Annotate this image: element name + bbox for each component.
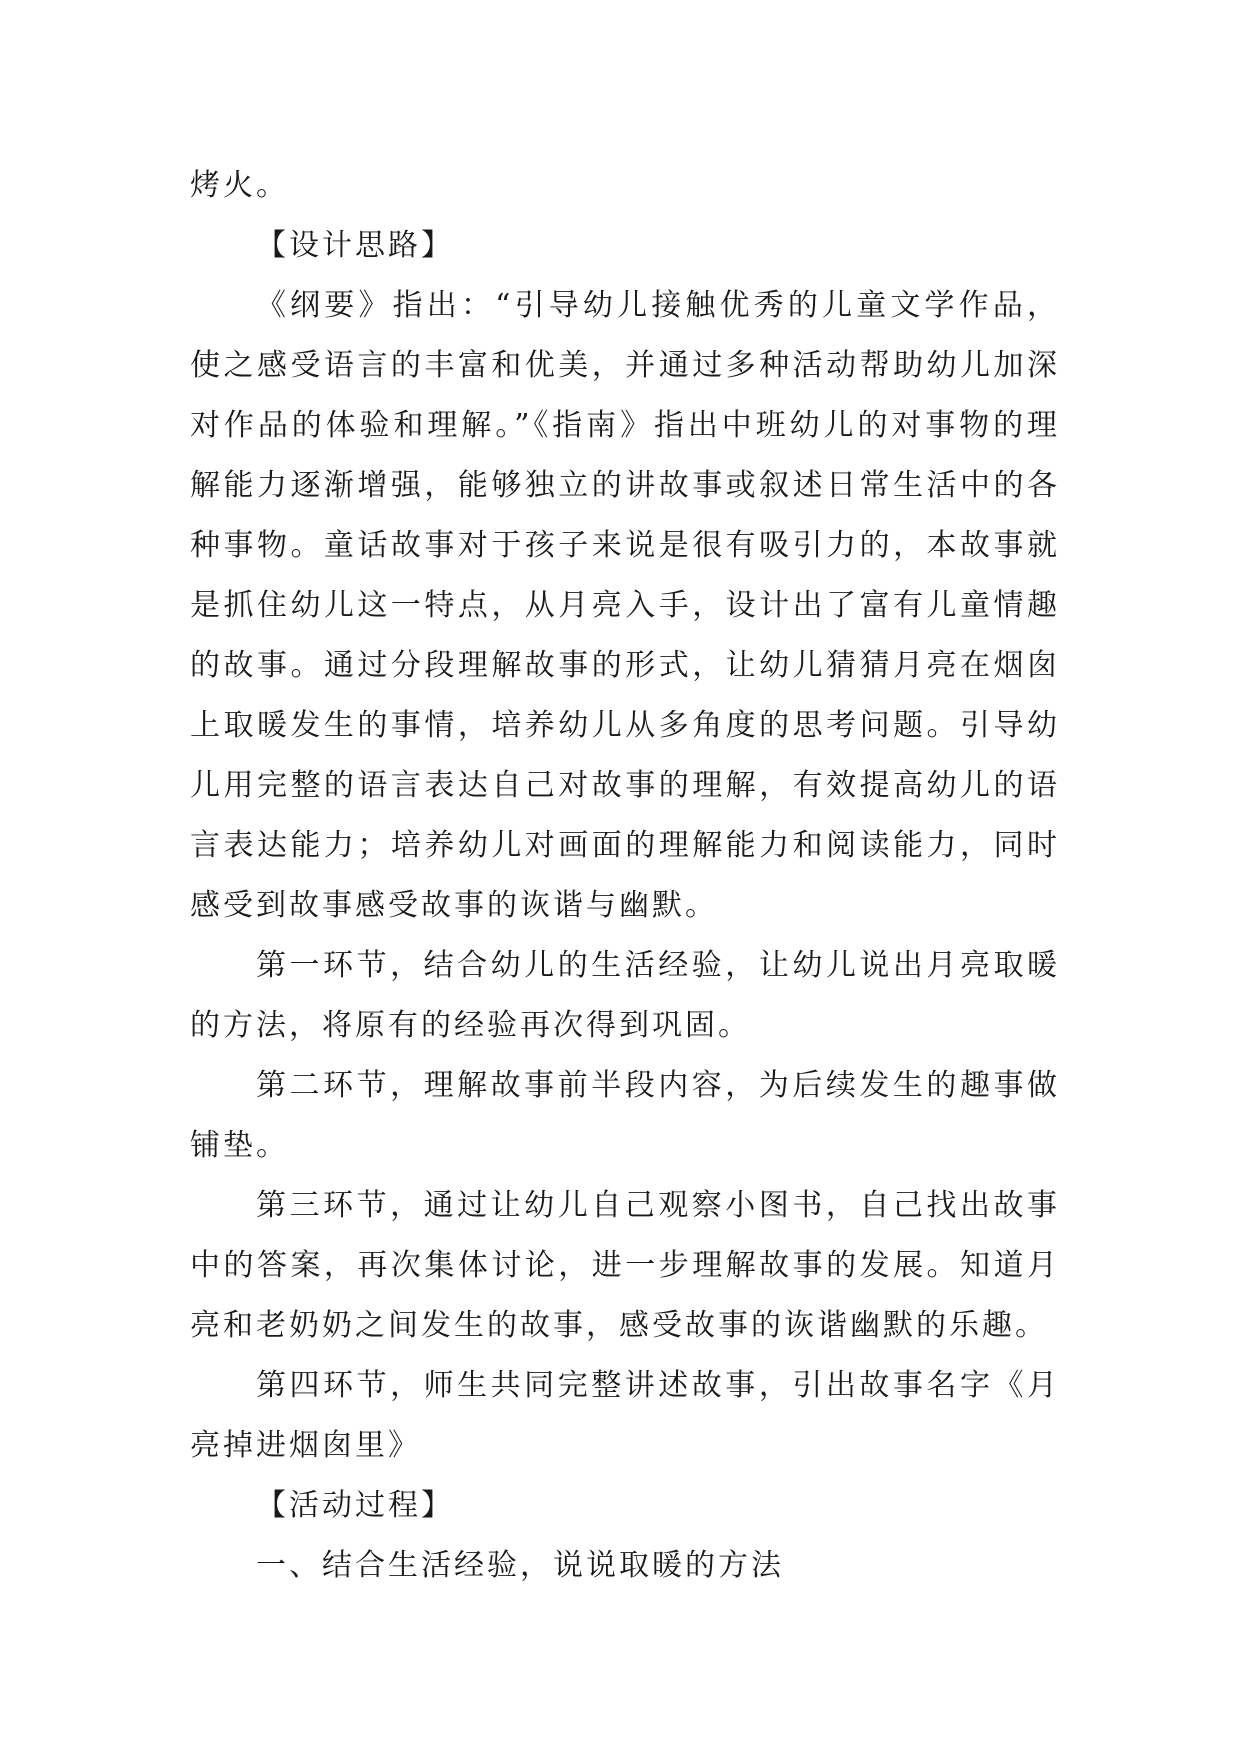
- design-heading: 【设计思路】: [256, 228, 454, 263]
- section-one-heading: 一、结合生活经验，说说取暖的方法: [256, 1548, 784, 1583]
- paragraph-step-one: 第一环节，结合幼儿的生活经验，让幼儿说出月亮取暖的方法，将原有的经验再次得到巩固。: [190, 948, 1060, 1043]
- paragraph-step-two: 第二环节，理解故事前半段内容，为后续发生的趣事做铺垫。: [190, 1068, 1060, 1163]
- paragraph-step-four: 第四环节，师生共同完整讲述故事，引出故事名字《月亮掉进烟囱里》: [190, 1368, 1060, 1463]
- activity-heading: 【活动过程】: [256, 1488, 454, 1523]
- document-body: [190, 156, 1060, 1596]
- paragraph-step-three: 第三环节，通过让幼儿自己观察小图书，自己找出故事中的答案，再次集体讨论，进一步理解故事的发展。知道月亮和老奶奶之间发生的故事，感受故事的诙谐幽默的乐趣。: [190, 1188, 1060, 1343]
- paragraph-guidelines: 《纲要》指出：“引导幼儿接触优秀的儿童文学作品，使之感受语言的丰富和优美，并通过多种活动帮助幼儿加深对作品的体验和理解。”《指南》指出中班幼儿的对事物的理解能力逐渐增强，能够独立的讲故事或叙述日常生活中的各种事物。童话故事对于孩子来说是很有吸引力的，本故事就是抓住幼儿这一特点，从月亮入手，设计出了富有儿童情趣的故事。通过分段理解故事的形式，让幼儿猜猜月亮在烟囱上取暖发生的事情，培养幼儿从多角度的思考问题。引导幼儿用完整的语言表达自己对故事的理解，有效提高幼儿的语言表达能力；培养幼儿对画面的理解能力和阅读能力，同时感受到故事感受故事的诙谐与幽默。: [190, 288, 1060, 923]
- continuation-text: 烤火。: [190, 168, 289, 203]
